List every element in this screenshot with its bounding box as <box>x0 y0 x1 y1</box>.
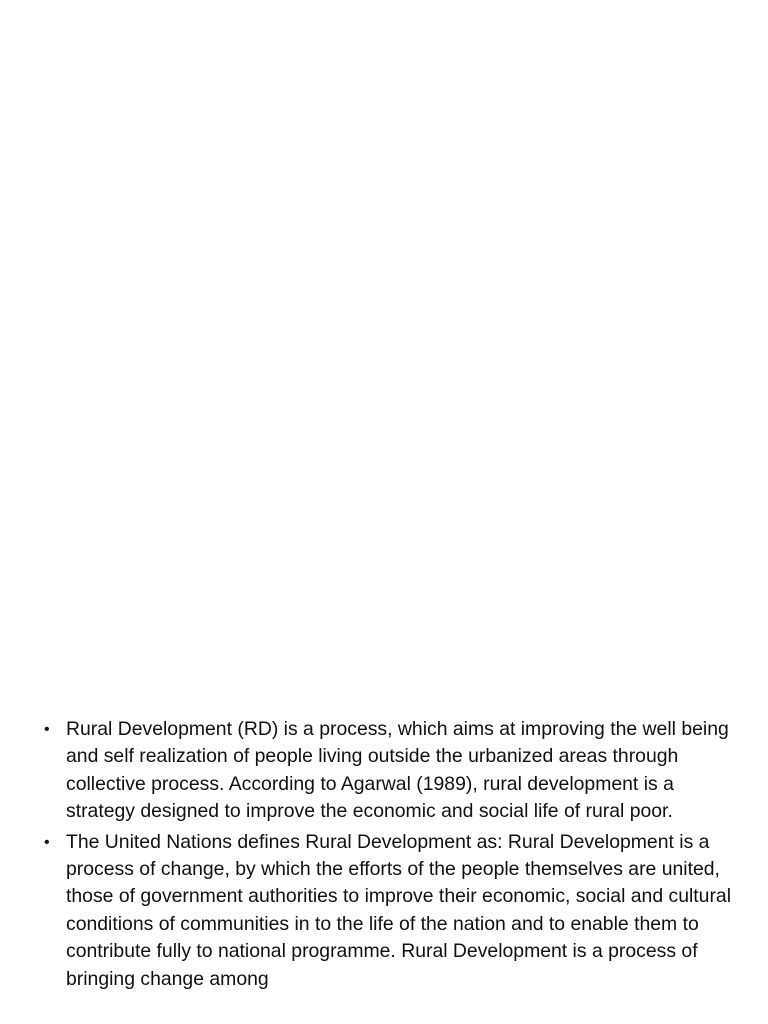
bullet-list <box>44 716 734 996</box>
bullet-text: Rural Development (RD) is a process, which aims at improving the well being and self realization of people living outside the urbanized areas through collective process. According to Agarwal (1989), rural development is a strategy designed to improve the economic and social life of rural poor. <box>66 718 729 823</box>
list-item <box>44 829 734 993</box>
bullet-text: The United Nations defines Rural Development as: Rural Development is a process of change, by which the efforts of the people themselves are united, those of government authorities to improve their economic, social and cultural conditions of communities in to the life of the nation and to enable them to contribute fully to national programme. Rural Development is a process of bringing change among <box>66 830 732 990</box>
bullet-icon: • <box>44 721 50 738</box>
bullet-icon: • <box>44 833 50 851</box>
list-item <box>44 716 734 826</box>
